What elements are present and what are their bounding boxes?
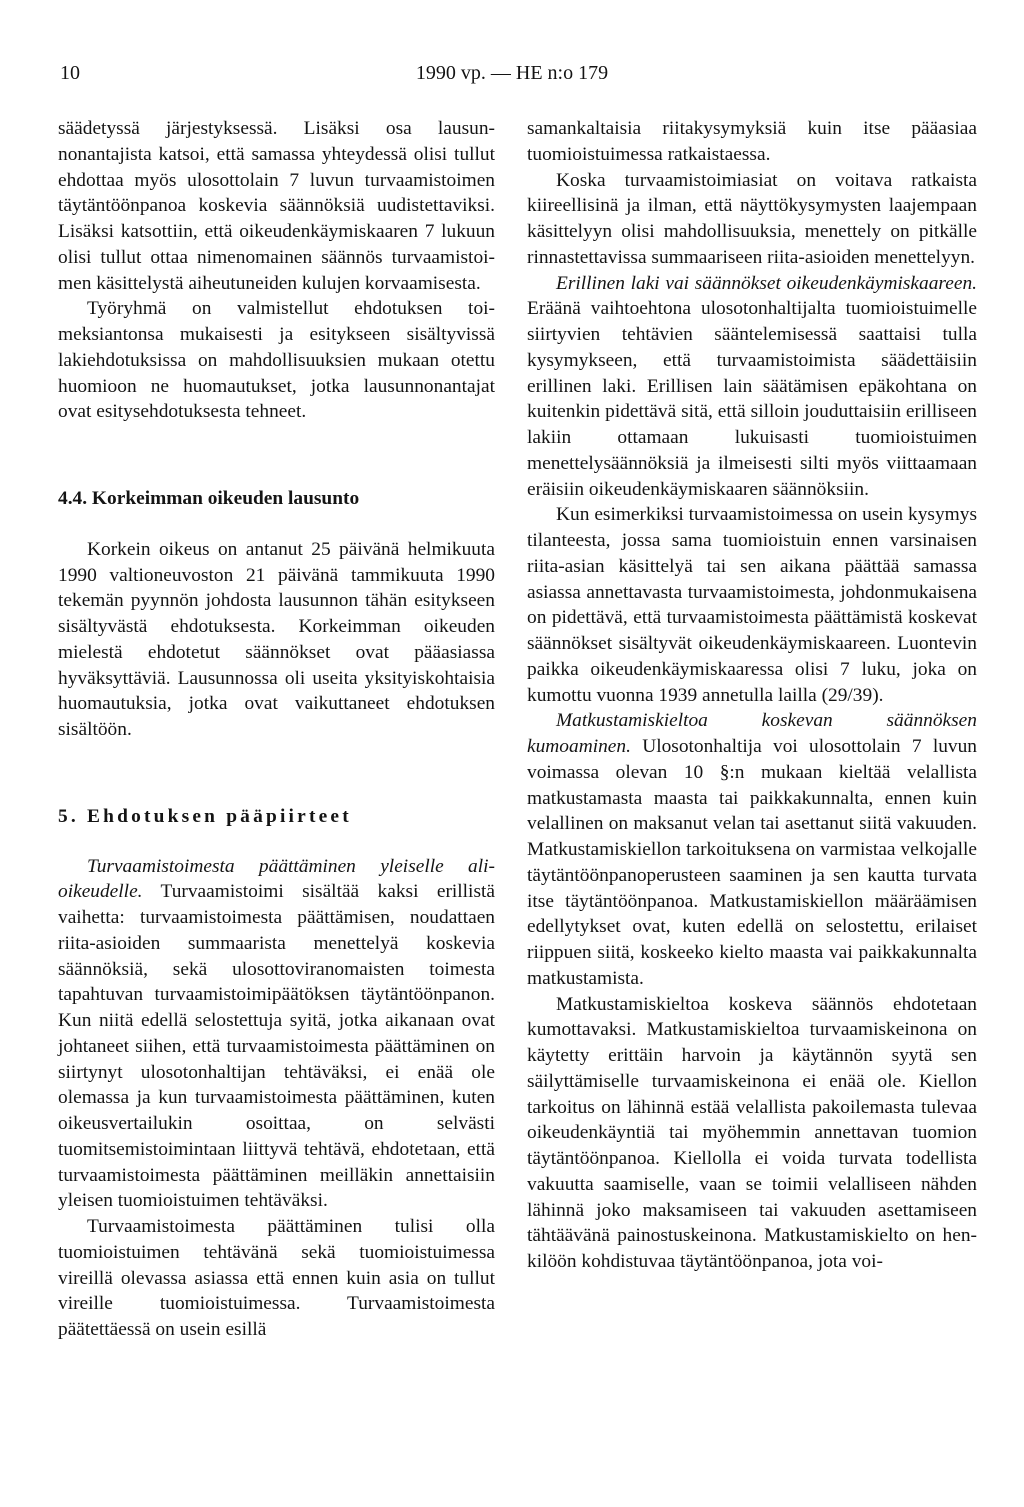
paragraph <box>58 854 495 1215</box>
paragraph: Korkein oikeus on antanut 25 päivänä helmikuuta 1990 valtioneuvoston 21 päivänä tammikuuta 1990 tekemän pyynnön johdosta lausunnon tähän esitykseen sisältyvästä ehdotuksesta. Korkeimman oikeuden mielestä ehdotetut säännökset ovat pääasiassa hyväksyttäviä. Lausunnossa oli useita yksityiskohtaisia huomautuksia, jotka ovat vaikuttaneet ehdotuksen sisältöön. <box>58 538 495 740</box>
page-number: 10 <box>60 62 80 84</box>
paragraph <box>527 271 977 503</box>
paragraph-text: Ulosotonhaltija voi ulosottolain 7 luvun voimassa olevan 10 §:n mukaan kieltää velallista matkustamasta maasta tai paikkakunnalta, ennen kuin velallinen on maksanut velan tai asettanut siitä vakuuden. Matkustamiskiellon tarkoituksena on varmistaa velkojalle täytäntöönpanoperusteen saaminen ja sen kautta turvata itse täytäntöönpanoa. Matkustamiskiellon määräämisen edellytykset ovat, kuten edellä on selostettu, erilaiset riippuen siitä, koskeeko kielto maasta vai paikkakunnalta matkustamista. <box>527 736 977 989</box>
section-heading-4-4: 4.4. Korkeimman oikeuden lausunto <box>58 488 360 509</box>
right-column <box>527 116 977 1275</box>
section-heading-5: 5. Ehdotuksen pääpiirteet <box>58 805 352 827</box>
italic-subheading: Matkustamiskieltoa koskevan säännöksen kumoaminen. <box>527 710 977 757</box>
paragraph: Työryhmä on valmistellut ehdotuksen toimeksiantonsa mukaisesti ja esitykseen sisältyvissä lakiehdotuksissa on mahdollisuuksien mukaan otettu huomioon ne huomautukset, jotka lausunnonantajat ovat esitysehdotuksesta tehneet. <box>58 298 495 423</box>
paragraph: Kun esimerkiksi turvaamistoimessa on usein kysymys tilanteesta, jossa sama tuomioistuin ennen varsinaisen riita-asian käsittelyä tai sen aikana päättää samassa asiassa annettavasta turvaamistoimesta, johdonmukaisena on pidettävä, että turvaamistoimesta päättämistä koskevat säännökset sisältyvät oikeudenkäymiskaareen. Luontevin paikka oikeudenkäymiskaaressa olisi 7 luku, joka on kumottu vuonna 1939 annetulla lailla (29/39). <box>527 504 977 706</box>
paragraph: Koska turvaamistoimiasiat on voitava ratkaista kiireellisinä ja ilman, että näyttökysymysten laajempaan käsittelyyn olisi mahdollisuuksia, menettely on pitkälle rinnastettavissa summaariseen riita-asioiden menettelyyn. <box>527 169 977 268</box>
paragraph: säädetyssä järjestyksessä. Lisäksi osa lausunnonantajista katsoi, että samassa yhteydessä olisi tullut ehdottaa myös ulosottolain 7 luvun turvaamistoimen täytäntöönpanoa koskevia säännöksiä uudistettaviksi. Lisäksi katsottiin, että oikeudenkäymiskaaren 7 lukuun olisi tullut ottaa nimenomainen säännös turvaamistoimen käsittelystä aiheutuneiden kulujen korvaamisesta. <box>58 118 495 294</box>
italic-subheading: Turvaamistoimesta päättäminen yleiselle alioikeudelle. <box>58 855 495 903</box>
running-head: 1990 vp. — HE n:o 179 <box>415 62 609 84</box>
paragraph: Turvaamistoimesta päättäminen tulisi olla tuomioistuimen tehtävänä sekä tuomioistuimessa vireillä olevassa asiassa että ennen kuin asia on tullut vireille tuomioistuimessa. Turvaamistoimesta päätettäessä on usein esillä <box>58 1216 495 1340</box>
paragraph: samankaltaisia riitakysymyksiä kuin itse pääasiaa tuomioistuimessa ratkaistaessa. <box>527 118 977 165</box>
left-column <box>58 116 495 1343</box>
paragraph-text: Turvaamistoimi sisältää kaksi erillistä vaihetta: turvaamistoimesta päättämisen, noudattaen riita-asioiden summaarista menettelyä koskevia säännöksiä, sekä ulosottoviranomaisten toimesta tapahtuvan turvaamistoimipäätöksen täytäntöönpanon. Kun niitä edellä selostettuja syitä, jotka aikanaan ovat johtaneet siihen, että turvaamistoimesta päättäminen on siirtynyt ulosotonhaltijan tehtäväksi, ei enää ole olemassa ja kun turvaamistoimesta päättäminen, kuten oikeusvertailukin osoittaa, on selvästi tuomitsemistoimintaan liittyvä tehtävä, ehdotetaan, että turvaamistoimesta päättäminen meilläkin annettaisiin yleisen tuomioistuimen tehtäväksi. <box>58 881 495 1212</box>
paragraph <box>527 708 977 991</box>
italic-subheading: Erillinen laki vai säännökset oikeudenkäymiskaareen. <box>556 272 977 294</box>
page-header <box>40 62 984 92</box>
paragraph-text: Eräänä vaihtoehtona ulosotonhaltijalta tuomioistuimelle siirtyvien tehtävien sääntelemisessä saattaisi tulla kysymykseen, että turvaamistoimista säädettäisiin erillinen laki. Erillisen lain säätämisen epäkohtana on kuitenkin pidettävä sitä, että silloin jouduttaisiin erilliseen lakiin ottamaan lukuisasti tuomioistuimen menettelysäännöksiä ja ilmeisesti silti myös viittaamaan eräisiin oikeudenkäymiskaaren säännöksiin. <box>527 298 977 500</box>
paragraph: Matkustamiskieltoa koskeva säännös ehdotetaan kumottavaksi. Matkustamiskieltoa turvaamiskeinona on käytetty erittäin harvoin ja käytännön syytä sen säilyttämiselle turvaamiskeinona ei enää ole. Kiellon tarkoitus on lähinnä estää velallista pakoilemasta tulevaa oikeudenkäyntiä tai myöhemmin annettavan tuomion täytäntöönpanoa. Kiellolla ei voida turvata todellista vakuutta saamiselle, vaan se toimii velalliseen nähden lähinnä joko maksamiseen tai vakuuden asettamiseen tähtäävänä painostuskeinona. Matkustamiskielto on henkilöön kohdistuvaa täytäntöönpanoa, jota voi- <box>527 993 977 1272</box>
